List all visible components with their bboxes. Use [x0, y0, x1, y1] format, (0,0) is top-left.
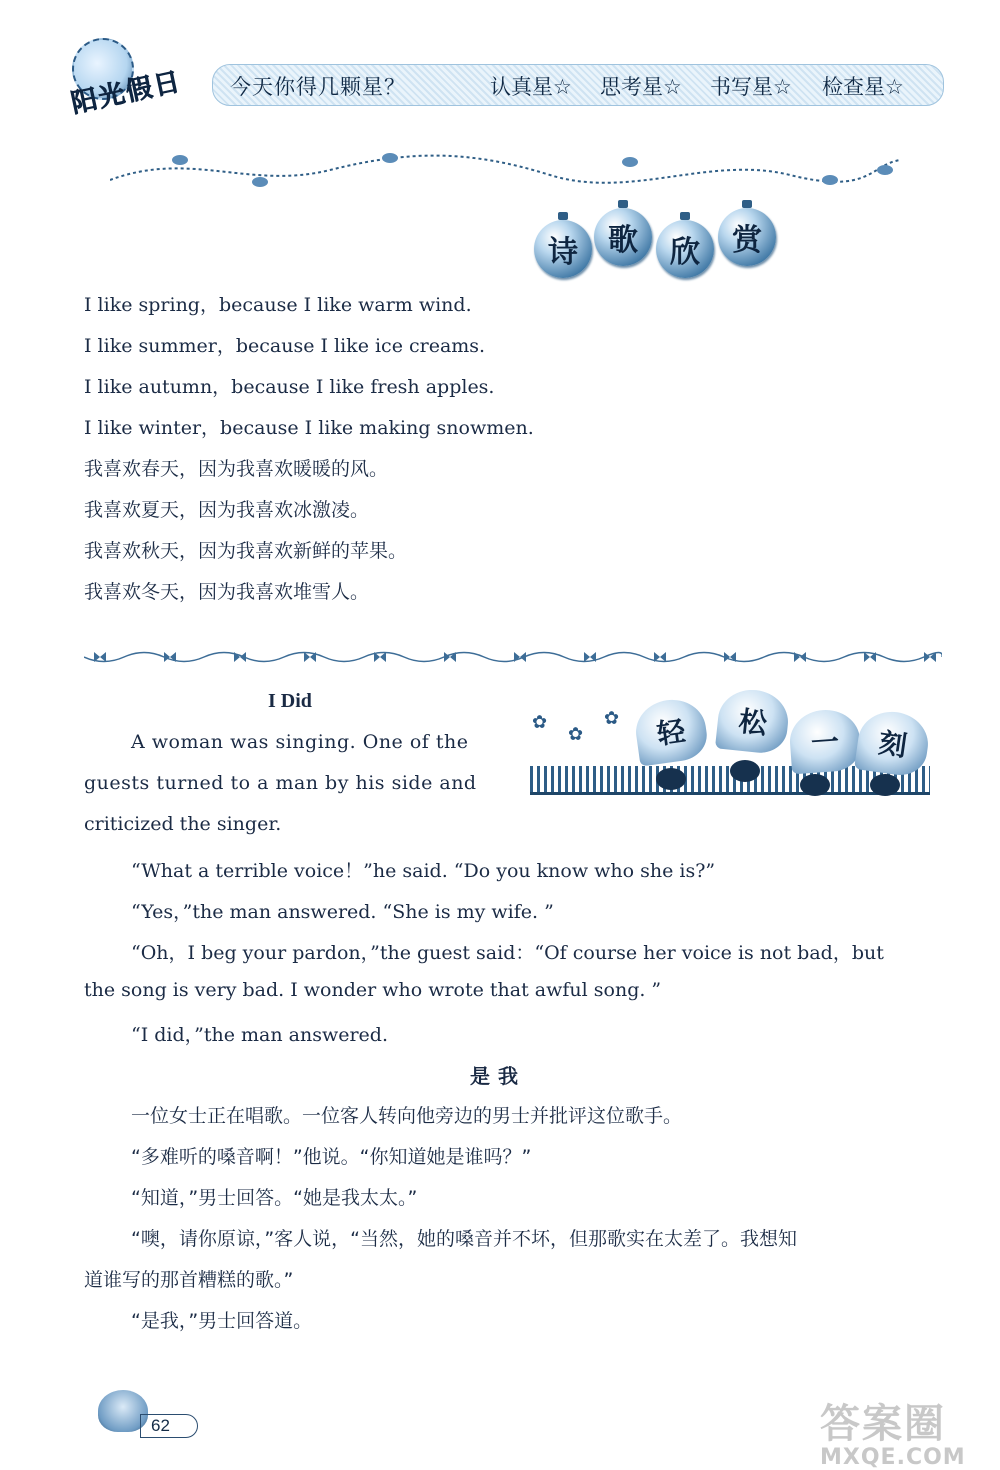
flower-icon: ✿ — [604, 708, 620, 729]
poem-line-cn: 我喜欢夏天，因为我喜欢冰激凌。 — [84, 499, 370, 521]
story-intro-line: criticized the singer. — [84, 813, 282, 835]
poem-line-en: I like autumn，because I like fresh apples. — [84, 376, 495, 398]
ant-sign-char: 一 — [788, 708, 862, 775]
star-item-checking: 检查星☆ — [822, 75, 904, 99]
watermark — [820, 1392, 966, 1470]
poem-line-en: I like spring，because I like warm wind. — [84, 294, 472, 316]
ornament-cap-icon — [680, 212, 690, 220]
ornament-heading-char: 赏 — [718, 208, 776, 266]
series-logo: 阳光假日 — [68, 66, 185, 120]
ant-icon — [800, 774, 830, 796]
leaf-icon — [382, 153, 398, 163]
story-cn-line: “知道，”男士回答。“她是我太太。” — [131, 1187, 418, 1209]
bow-icon — [794, 652, 806, 662]
leaf-icon — [877, 165, 893, 175]
story-intro — [84, 722, 504, 845]
bow-divider — [84, 646, 942, 668]
ornament-cap-icon — [558, 212, 568, 220]
story-intro-line: A woman was singing. One of the — [131, 731, 469, 753]
ornament-heading-char: 歌 — [594, 208, 652, 266]
ant-icon — [730, 760, 760, 782]
leaf-icon — [822, 175, 838, 185]
bow-icon — [924, 652, 936, 662]
flower-icon: ✿ — [532, 712, 548, 733]
story-dialogue-line: “Yes，”the man answered. “She is my wife. ” — [131, 901, 554, 923]
story-title-en: I Did — [268, 690, 312, 712]
leaf-icon — [252, 177, 268, 187]
story-cn-line: 一位女士正在唱歌。一位客人转向他旁边的男士并批评这位歌手。 — [131, 1105, 683, 1127]
ant-sign-char: 刻 — [854, 707, 932, 778]
story-cn-line: “噢，请你原谅，”客人说，“当然，她的嗓音并不坏，但那歌实在太差了。我想知 — [131, 1228, 798, 1250]
story-dialogue-line: “What a terrible voice！”he said. “Do you know who she is?” — [131, 860, 716, 882]
watermark-url: MXQE.COM — [820, 1445, 966, 1470]
star-item-careful: 认真星☆ — [490, 75, 572, 99]
story-dialogue-line: “Oh，I beg your pardon，”the guest said：“Of course her voice is not bad，but — [131, 942, 884, 964]
ornament-cap-icon — [618, 200, 628, 208]
leaf-icon — [172, 155, 188, 165]
ornament-heading-char: 欣 — [656, 220, 714, 278]
bow-icon — [514, 652, 526, 662]
poem-line-en: I like summer，because I like ice creams. — [84, 335, 486, 357]
bow-icon — [444, 652, 456, 662]
ant-sign-char: 松 — [715, 687, 791, 756]
poem-line-cn: 我喜欢秋天，因为我喜欢新鲜的苹果。 — [84, 540, 408, 562]
story-title-cn: 是我 — [470, 1064, 526, 1088]
page-number: 62 — [140, 1414, 198, 1438]
star-question: 今天你得几颗星？ — [230, 75, 406, 99]
ornament-heading-char: 诗 — [534, 220, 592, 278]
story-dialogue-line: the song is very bad. I wonder who wrote that awful song. ” — [84, 979, 662, 1001]
story-intro-line: guests turned to a man by his side and — [84, 772, 477, 794]
story-dialogue-line: “I did，”the man answered. — [131, 1024, 389, 1046]
leaf-icon — [622, 157, 638, 167]
ant-icon — [870, 774, 900, 796]
story-cn-line: “是我，”男士回答道。 — [131, 1310, 313, 1332]
bow-icon — [724, 652, 736, 662]
star-item-writing: 书写星☆ — [710, 75, 792, 99]
ant-sign-char: 轻 — [632, 695, 710, 766]
story-cn-line: “多难听的嗓音啊！”他说。“你知道她是谁吗？” — [131, 1146, 532, 1168]
ant-icon — [656, 768, 686, 790]
ornament-cap-icon — [742, 200, 752, 208]
bow-icon — [374, 652, 386, 662]
poem-line-cn: 我喜欢春天，因为我喜欢暖暖的风。 — [84, 458, 389, 480]
flower-icon: ✿ — [568, 724, 584, 745]
watermark-logo-text: 答案圈 — [820, 1401, 946, 1447]
vine-decoration — [110, 140, 910, 200]
star-item-thinking: 思考星☆ — [600, 75, 682, 99]
poem-line-en: I like winter，because I like making snowmen. — [84, 417, 534, 439]
bow-icon — [654, 652, 666, 662]
story-cn-line: 道谁写的那首糟糕的歌。” — [84, 1269, 294, 1291]
poem-line-cn: 我喜欢冬天，因为我喜欢堆雪人。 — [84, 581, 370, 603]
